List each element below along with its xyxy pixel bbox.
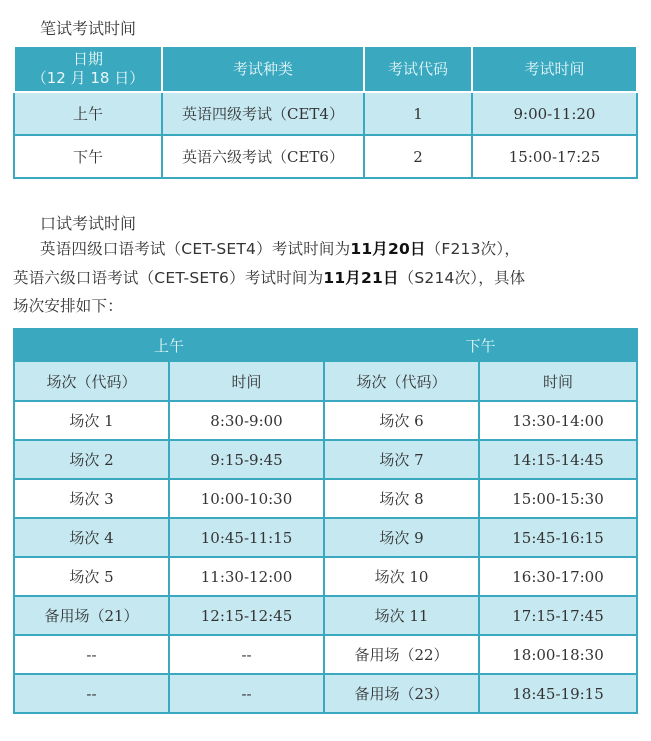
oral-line-1-date: 11月20日 bbox=[350, 240, 426, 258]
cell-am-time: 12:15-12:45 bbox=[169, 596, 324, 635]
cell-am-time: 10:00-10:30 bbox=[169, 479, 324, 518]
header-date-line2: （12 月 18 日） bbox=[31, 69, 145, 87]
table-row bbox=[14, 518, 637, 557]
table-row bbox=[14, 596, 637, 635]
header-exam-type: 考试种类 bbox=[162, 46, 364, 92]
cell-pm-time: 17:15-17:45 bbox=[479, 596, 637, 635]
oral-exam-table bbox=[13, 328, 638, 714]
cell-am-session: 场次 5 bbox=[14, 557, 169, 596]
header-session: 场次（代码） bbox=[324, 361, 479, 401]
cell-exam-code: 1 bbox=[364, 92, 472, 135]
table-header-row bbox=[14, 46, 637, 92]
table-row bbox=[14, 557, 637, 596]
header-date-line1: 日期 bbox=[72, 50, 103, 68]
cell-exam-time: 9:00-11:20 bbox=[472, 92, 637, 135]
cell-pm-session: 场次 10 bbox=[324, 557, 479, 596]
header-time: 时间 bbox=[479, 361, 637, 401]
oral-table-body bbox=[14, 401, 637, 713]
cell-exam-type: 英语四级考试（CET4） bbox=[162, 92, 364, 135]
cell-pm-session: 场次 8 bbox=[324, 479, 479, 518]
cell-am-session: 场次 2 bbox=[14, 440, 169, 479]
header-date bbox=[14, 46, 162, 92]
cell-period: 上午 bbox=[14, 92, 162, 135]
oral-exam-line-1 bbox=[40, 238, 520, 260]
table-row bbox=[14, 674, 637, 713]
column-header-row bbox=[14, 361, 637, 401]
cell-am-session: -- bbox=[14, 635, 169, 674]
cell-am-session: 备用场（21） bbox=[14, 596, 169, 635]
oral-line-1-suffix: （F213次）， bbox=[425, 240, 521, 258]
cell-pm-time: 18:00-18:30 bbox=[479, 635, 637, 674]
cell-am-time: 9:15-9:45 bbox=[169, 440, 324, 479]
table-row bbox=[14, 401, 637, 440]
cell-am-session: -- bbox=[14, 674, 169, 713]
table-row bbox=[14, 479, 637, 518]
cell-am-session: 场次 1 bbox=[14, 401, 169, 440]
oral-line-1-text: 英语四级口语考试（CET-SET4）考试时间为 bbox=[40, 240, 351, 258]
oral-exam-line-3: 场次安排如下： bbox=[13, 297, 123, 315]
written-exam-heading: 笔试考试时间 bbox=[40, 19, 137, 38]
cell-pm-time: 18:45-19:15 bbox=[479, 674, 637, 713]
cell-exam-time: 15:00-17:25 bbox=[472, 135, 637, 178]
cell-am-time: -- bbox=[169, 674, 324, 713]
header-afternoon: 下午 bbox=[324, 329, 637, 361]
oral-line-2-text: 英语六级口语考试（CET-SET6）考试时间为 bbox=[13, 269, 324, 287]
oral-exam-line-2 bbox=[13, 267, 525, 289]
cell-am-time: 11:30-12:00 bbox=[169, 557, 324, 596]
cell-pm-session: 备用场（23） bbox=[324, 674, 479, 713]
header-session: 场次（代码） bbox=[14, 361, 169, 401]
oral-line-2-suffix: （S214次），具体 bbox=[398, 269, 526, 287]
cell-am-session: 场次 3 bbox=[14, 479, 169, 518]
cell-pm-time: 15:45-16:15 bbox=[479, 518, 637, 557]
table-row bbox=[14, 135, 637, 178]
oral-exam-heading: 口试考试时间 bbox=[40, 214, 137, 233]
cell-exam-type: 英语六级考试（CET6） bbox=[162, 135, 364, 178]
period-header-row bbox=[14, 329, 637, 361]
cell-pm-time: 14:15-14:45 bbox=[479, 440, 637, 479]
cell-pm-session: 场次 7 bbox=[324, 440, 479, 479]
cell-am-session: 场次 4 bbox=[14, 518, 169, 557]
table-row bbox=[14, 635, 637, 674]
table-row bbox=[14, 440, 637, 479]
cell-pm-session: 场次 9 bbox=[324, 518, 479, 557]
oral-line-2-date: 11月21日 bbox=[323, 269, 399, 287]
cell-pm-session: 场次 11 bbox=[324, 596, 479, 635]
header-morning: 上午 bbox=[14, 329, 324, 361]
cell-period: 下午 bbox=[14, 135, 162, 178]
cell-exam-code: 2 bbox=[364, 135, 472, 178]
cell-pm-session: 场次 6 bbox=[324, 401, 479, 440]
header-time: 时间 bbox=[169, 361, 324, 401]
cell-am-time: 10:45-11:15 bbox=[169, 518, 324, 557]
written-exam-table bbox=[13, 45, 638, 179]
table-row bbox=[14, 92, 637, 135]
header-exam-time: 考试时间 bbox=[472, 46, 637, 92]
cell-pm-session: 备用场（22） bbox=[324, 635, 479, 674]
cell-am-time: -- bbox=[169, 635, 324, 674]
cell-pm-time: 15:00-15:30 bbox=[479, 479, 637, 518]
header-exam-code: 考试代码 bbox=[364, 46, 472, 92]
cell-pm-time: 13:30-14:00 bbox=[479, 401, 637, 440]
cell-pm-time: 16:30-17:00 bbox=[479, 557, 637, 596]
cell-am-time: 8:30-9:00 bbox=[169, 401, 324, 440]
